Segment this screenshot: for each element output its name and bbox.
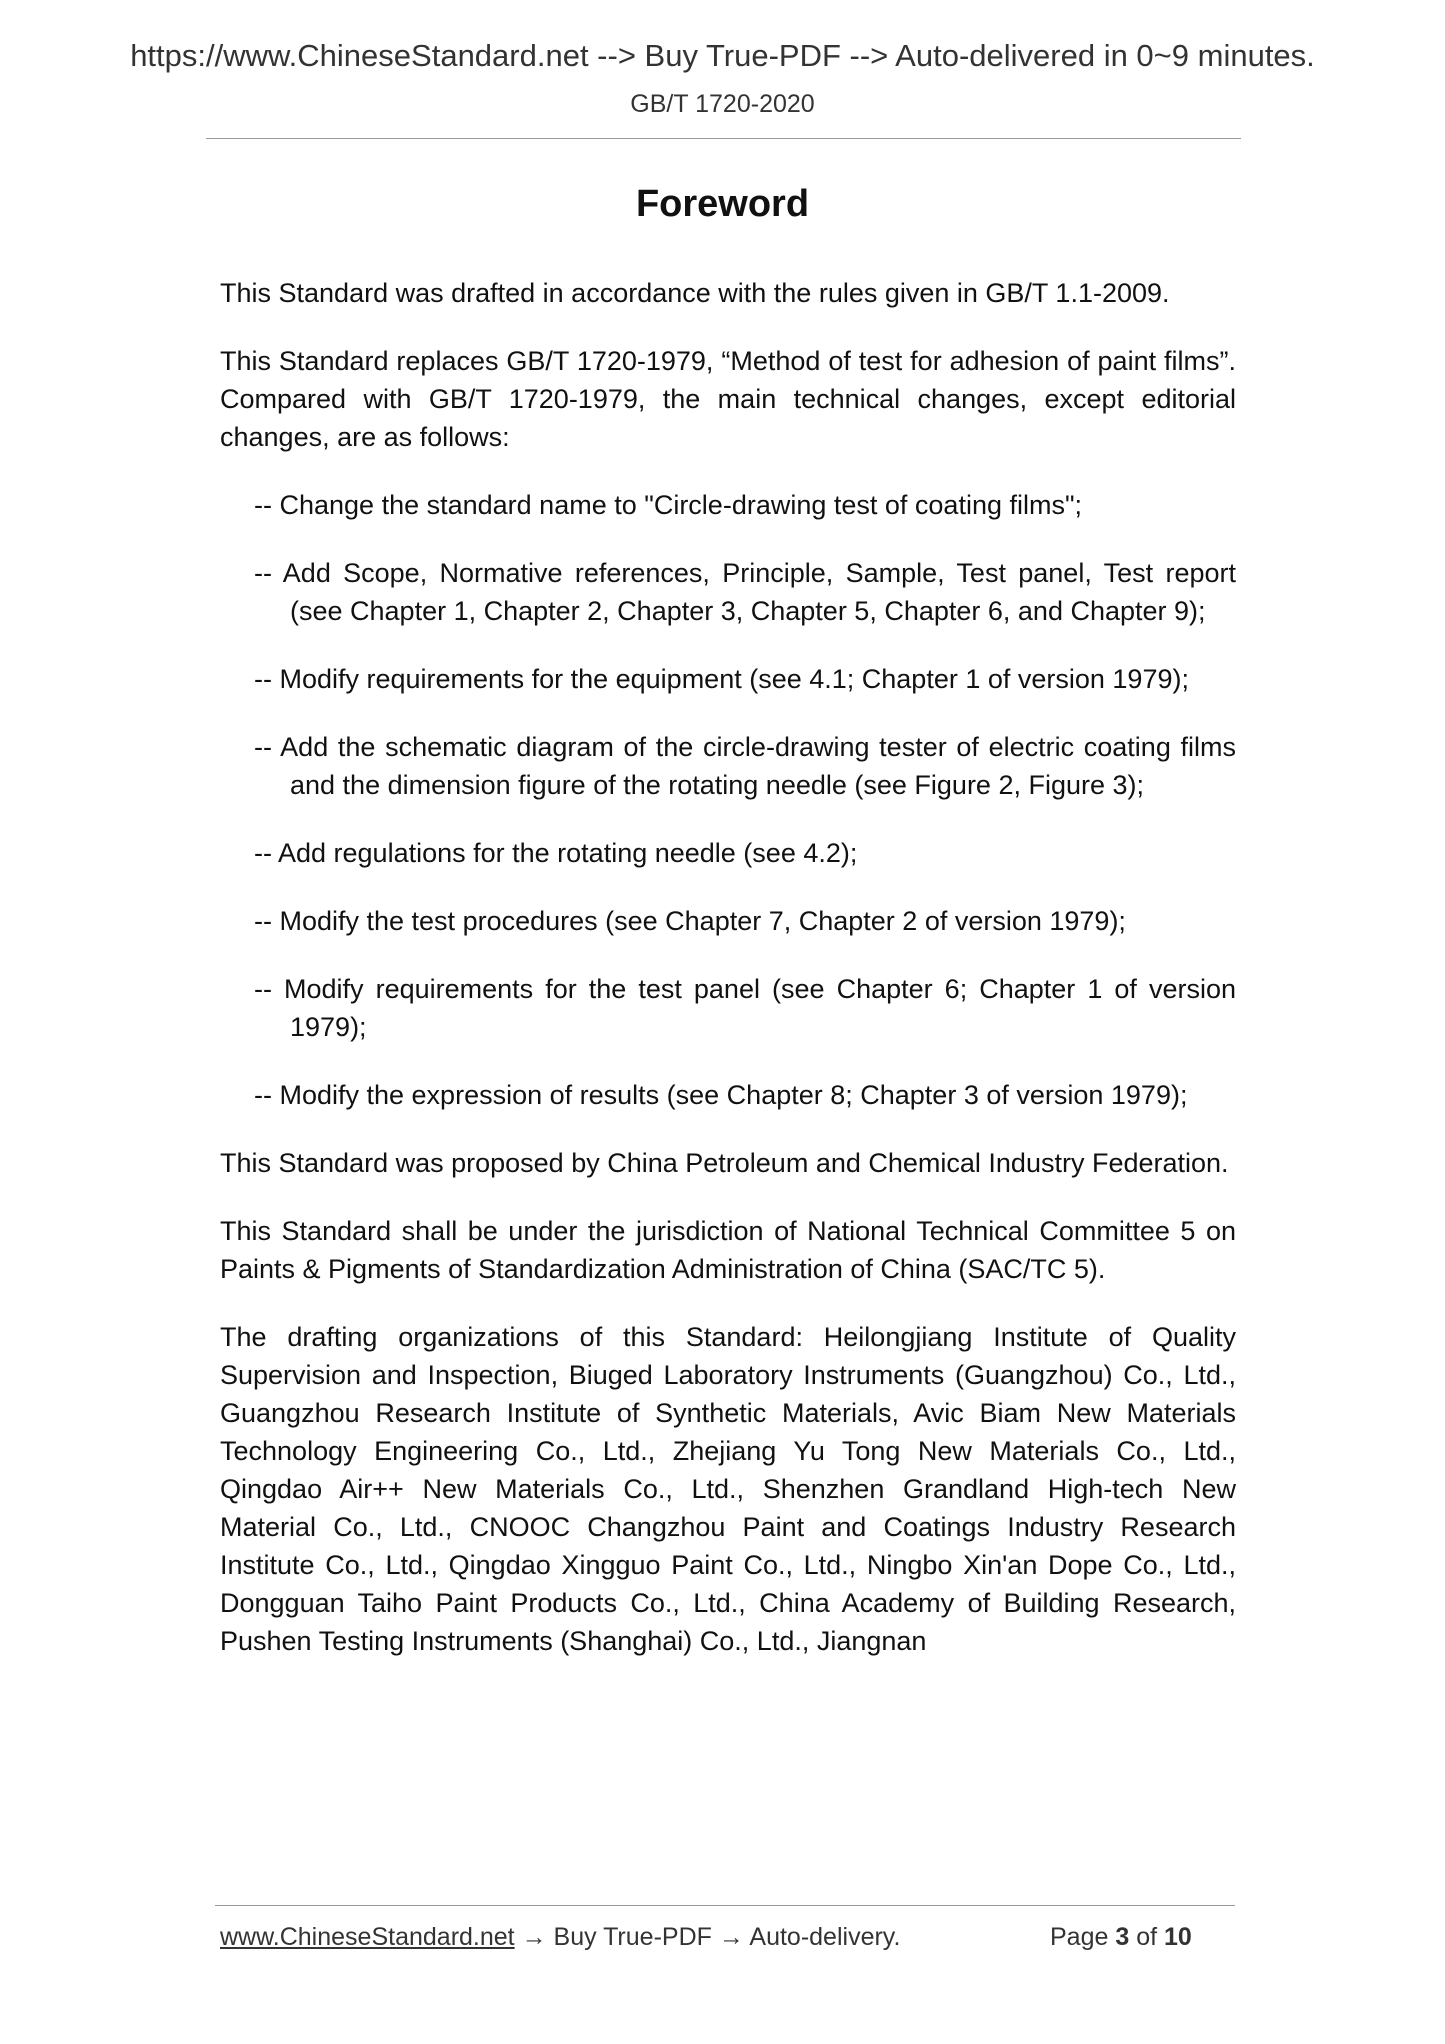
standard-code: GB/T 1720-2020 [630,90,815,118]
change-item: -- Modify requirements for the equipment (see 4.1; Chapter 1 of version 1979); [254,664,1189,694]
footer-source [220,1923,900,1952]
page-of: of [1129,1923,1164,1951]
change-item: -- Add the schematic diagram of the circle-drawing tester of electric coating films and the dimension figure of the rotating needle (see Figure 2, Figure 3); [254,732,1236,800]
change-item: -- Add Scope, Normative references, Principle, Sample, Test panel, Test report (see Chapter 1, Chapter 2, Chapter 3, Chapter 5, Chapter 6, and Chapter 9); [254,558,1236,626]
document-body [220,274,1236,1690]
paragraph-drafting-organizations: The drafting organizations of this Standard: Heilongjiang Institute of Quality Supervision and Inspection, Biuged Laboratory Instruments (Guangzhou) Co., Ltd., Guangzhou Research Institute of Synthetic Materials, Avic Biam New Materials Technology Engineering Co., Ltd., Zhejiang Yu Tong New Materials Co., Ltd., Qingdao Air++ New Materials Co., Ltd., Shenzhen Grandland High-tech New Material Co., Ltd., CNOOC Changzhou Paint and Coatings Industry Research Institute Co., Ltd., Qingdao Xingguo Paint Co., Ltd., Ningbo Xin'an Dope Co., Ltd., Dongguan Taiho Paint Products Co., Ltd., China Academy of Building Research, Pushen Testing Instruments (Shanghai) Co., Ltd., Jiangnan [220,1322,1236,1656]
header-divider [206,138,1241,139]
change-item: -- Modify requirements for the test panel (see Chapter 6; Chapter 1 of version 1979); [254,974,1236,1042]
page-title: Foreword [635,183,810,225]
footer-tagline: → Buy True-PDF → Auto-delivery. [514,1923,901,1951]
change-item: -- Change the standard name to "Circle-drawing test of coating films"; [254,490,1083,520]
change-item: -- Add regulations for the rotating needle (see 4.2); [254,838,858,868]
paragraph-replaces: This Standard replaces GB/T 1720-1979, “Method of test for adhesion of paint films”. Compared with GB/T 1720-1979, the main technical changes, except editorial changes, are as follows: [220,346,1236,452]
page-total: 10 [1164,1923,1192,1951]
footer-divider [215,1905,1235,1906]
change-item: -- Modify the expression of results (see Chapter 8; Chapter 3 of version 1979); [254,1080,1188,1110]
footer-website-link[interactable]: www.ChineseStandard.net [220,1923,515,1951]
page-number [1050,1923,1192,1952]
paragraph-proposed-by: This Standard was proposed by China Petroleum and Chemical Industry Federation. [220,1148,1229,1178]
source-banner: https://www.ChineseStandard.net --> Buy True-PDF --> Auto-delivered in 0~9 minutes. [130,38,1315,73]
page-word: Page [1050,1923,1116,1951]
paragraph-drafting-rules: This Standard was drafted in accordance with the rules given in GB/T 1.1-2009. [220,278,1170,308]
page-current: 3 [1115,1923,1130,1951]
paragraph-jurisdiction: This Standard shall be under the jurisdiction of National Technical Committee 5 on Paints & Pigments of Standardization Administration of China (SAC/TC 5). [220,1216,1236,1284]
change-item: -- Modify the test procedures (see Chapter 7, Chapter 2 of version 1979); [254,906,1126,936]
